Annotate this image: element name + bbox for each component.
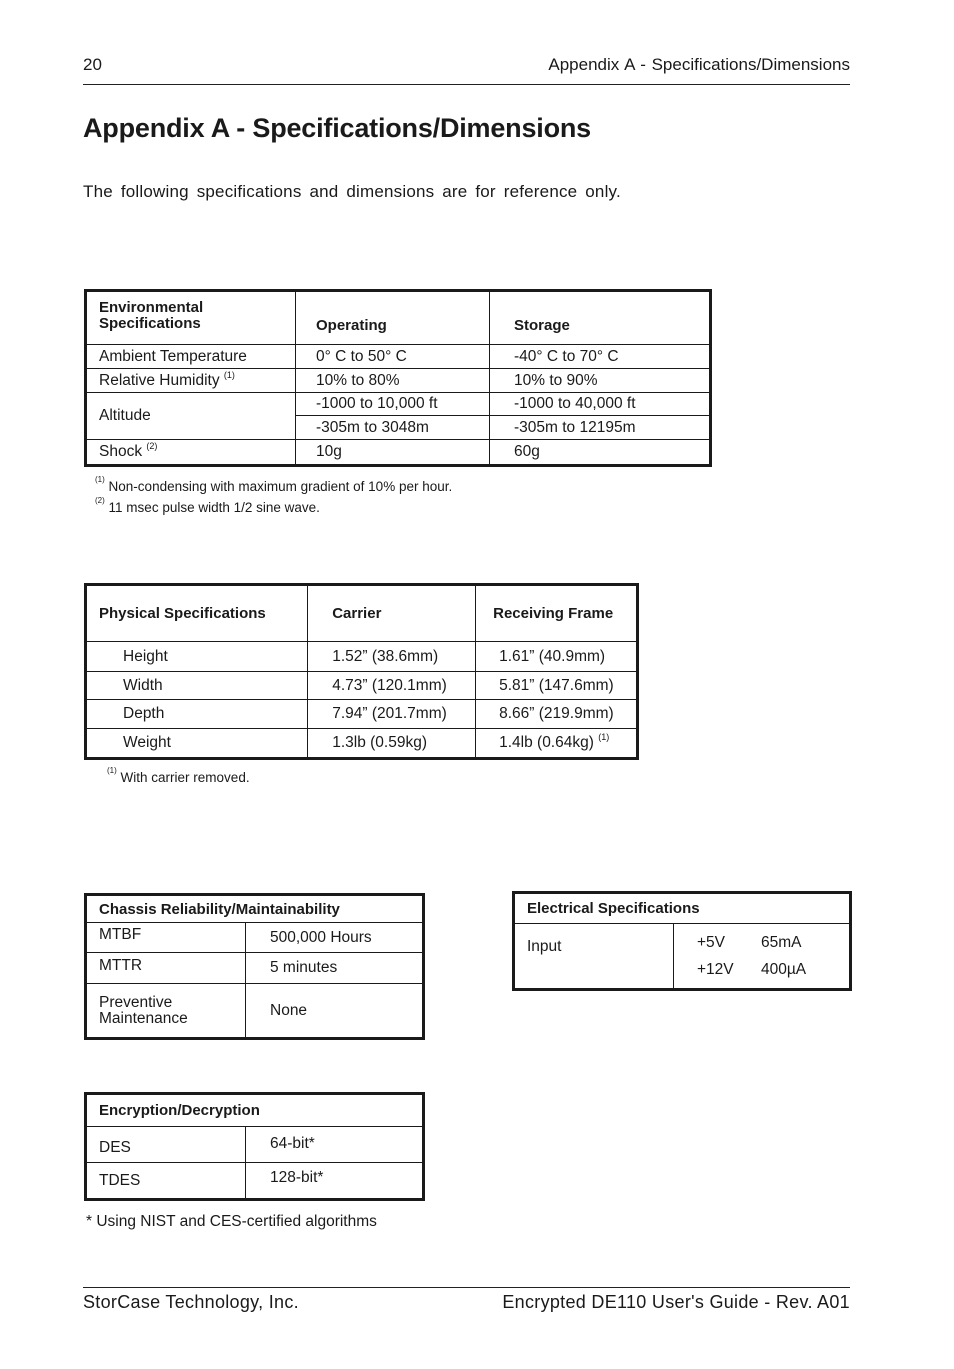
phys-footnote-text: With carrier removed. (120, 770, 250, 785)
footer-guide: Encrypted DE110 User's Guide - Rev. A01 (502, 1292, 850, 1312)
mttr-label: MTTR (86, 953, 246, 984)
height-carrier: 1.52” (38.6mm) (308, 642, 476, 672)
humidity-label-cell (86, 369, 296, 393)
intro-text: The following specifications and dimensions are for reference only. (83, 182, 621, 201)
page-number: 20 (83, 55, 102, 74)
electrical-values (674, 924, 851, 990)
pm-label-line1: Preventive (99, 993, 173, 1011)
width-carrier: 4.73” (120.1mm) (308, 672, 476, 700)
env-header-label: Environmental Specifications (86, 291, 296, 345)
depth-frame: 8.66” (219.9mm) (476, 700, 638, 729)
physical-table (84, 583, 639, 760)
altitude-storage-ft: -1000 to 40,000 ft (490, 393, 711, 416)
reliability-header: Chassis Reliability/Maintainability (86, 895, 424, 923)
altitude-operating-ft: -1000 to 10,000 ft (296, 393, 490, 416)
env-header-storage: Storage (490, 291, 711, 345)
shock-label: Shock (99, 443, 143, 460)
altitude-label: Altitude (86, 393, 296, 440)
env-footnote-1 (95, 475, 453, 494)
humidity-label: Relative Humidity (99, 371, 220, 389)
mtbf-label: MTBF (86, 923, 246, 953)
shock-operating: 10g (296, 440, 490, 466)
pm-value: None (246, 984, 424, 1039)
tdes-label: TDES (86, 1163, 246, 1200)
env-footnote-2 (95, 496, 320, 515)
running-header: Appendix A - Specifications/Dimensions (548, 55, 850, 74)
shock-footnote-mark: (2) (146, 441, 158, 451)
weight-carrier: 1.3lb (0.59kg) (308, 729, 476, 759)
electrical-row-12v (697, 956, 849, 983)
env-footnote-1-text: Non-condensing with maximum gradient of 10% per hour. (108, 479, 453, 494)
footer-rule (83, 1287, 850, 1288)
phys-header-frame: Receiving Frame (476, 585, 638, 642)
current-12v: 400µA (761, 961, 807, 978)
weight-footnote-mark: (1) (598, 732, 610, 742)
des-value: 64-bit* (246, 1127, 424, 1163)
encryption-note: * Using NIST and CES-certified algorithms (86, 1213, 377, 1230)
tdes-value: 128-bit* (246, 1163, 424, 1200)
electrical-input-label: Input (514, 924, 674, 990)
pm-label-line2: Maintenance (99, 1009, 188, 1027)
env-footnote-2-text: 11 msec pulse width 1/2 sine wave. (108, 500, 320, 515)
page-title: Appendix A - Specifications/Dimensions (83, 113, 591, 143)
weight-frame-cell (476, 729, 638, 759)
pm-label-cell (86, 984, 246, 1039)
voltage-5v: +5V (697, 934, 726, 951)
ambient-operating: 0° C to 50° C (296, 345, 490, 369)
mttr-value: 5 minutes (246, 953, 424, 984)
width-frame: 5.81” (147.6mm) (476, 672, 638, 700)
ambient-label: Ambient Temperature (86, 345, 296, 369)
shock-label-cell (86, 440, 296, 466)
altitude-operating-m: -305m to 3048m (296, 416, 490, 440)
mtbf-value: 500,000 Hours (246, 923, 424, 953)
humidity-storage: 10% to 90% (490, 369, 711, 393)
des-label: DES (86, 1127, 246, 1163)
depth-carrier: 7.94” (201.7mm) (308, 700, 476, 729)
depth-label: Depth (86, 700, 308, 729)
height-frame: 1.61” (40.9mm) (476, 642, 638, 672)
weight-label: Weight (86, 729, 308, 759)
shock-storage: 60g (490, 440, 711, 466)
environmental-table (84, 289, 712, 467)
footer-company: StorCase Technology, Inc. (83, 1292, 299, 1312)
encryption-table (84, 1092, 425, 1201)
humidity-footnote-mark: (1) (223, 369, 235, 380)
env-footnote-1-mark: (1) (95, 475, 105, 484)
voltage-12v: +12V (697, 961, 734, 978)
altitude-storage-m: -305m to 12195m (490, 416, 711, 440)
humidity-operating: 10% to 80% (296, 369, 490, 393)
electrical-row-5v (697, 929, 849, 956)
encryption-header: Encryption/Decryption (86, 1094, 424, 1127)
electrical-header: Electrical Specifications (514, 893, 851, 924)
phys-footnote (107, 766, 250, 785)
phys-header-carrier: Carrier (308, 585, 476, 642)
env-header-operating: Operating (296, 291, 490, 345)
env-footnote-2-mark: (2) (95, 496, 105, 505)
width-label: Width (86, 672, 308, 700)
height-label: Height (86, 642, 308, 672)
electrical-table (512, 891, 852, 991)
phys-header-label: Physical Specifications (86, 585, 308, 642)
header-rule (83, 84, 850, 85)
phys-footnote-mark: (1) (107, 766, 117, 775)
reliability-table (84, 893, 425, 1040)
ambient-storage: -40° C to 70° C (490, 345, 711, 369)
current-5v: 65mA (761, 934, 802, 951)
weight-frame: 1.4lb (0.64kg) (499, 734, 594, 751)
